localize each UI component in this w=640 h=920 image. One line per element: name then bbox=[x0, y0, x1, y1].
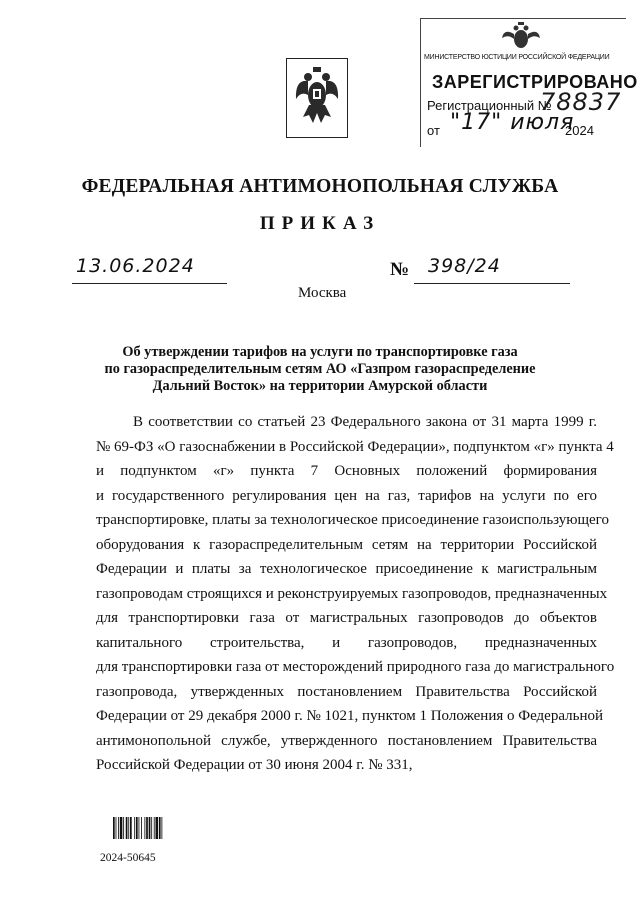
date-underline bbox=[72, 283, 227, 284]
document-code: 2024-50645 bbox=[100, 852, 156, 864]
body-line: для транспортировки газа от магистральных газопроводов до объектов bbox=[96, 610, 597, 626]
stamp-registered-label: ЗАРЕГИСТРИРОВАНО bbox=[432, 72, 638, 92]
order-title: ПРИКАЗ bbox=[259, 213, 381, 234]
body-line: Российской Федерации от 30 июня 2004 г. № 331, bbox=[96, 757, 413, 773]
body-line: оборудования к газораспределительным сетям на территории Российской bbox=[96, 536, 597, 553]
subject-line: Об утверждении тарифов на услуги по транспортировке газа bbox=[122, 344, 518, 360]
stamp-regnum-value: 78837 bbox=[540, 88, 622, 116]
body-line: Федерации от 29 декабря 2000 г. № 1021, пунктом 1 Положения о Федеральной bbox=[96, 708, 604, 724]
body-line: В соответствии со статьей 23 Федерального закона от 31 марта 1999 г. bbox=[133, 414, 597, 430]
body-line: капитального строительства, и газопроводов, предназначенных bbox=[96, 634, 597, 651]
coat-of-arms-eagle-icon bbox=[295, 65, 339, 129]
order-date: 13.06.2024 bbox=[76, 255, 195, 277]
stamp-year: 2024 bbox=[565, 123, 594, 138]
body-line: антимонопольной службе, утвержденного постановлением Правительства bbox=[96, 732, 597, 749]
body-line: газопроводам строящихся и реконструируемых газопроводов, предназначенных bbox=[96, 585, 608, 602]
stamp-ministry-text: МИНИСТЕРСТВО ЮСТИЦИИ РОССИЙСКОЙ ФЕДЕРАЦИИ bbox=[424, 54, 610, 61]
double-headed-eagle-icon bbox=[500, 22, 542, 52]
body-line: для транспортировки газа от месторождений природного газа до магистрального bbox=[96, 659, 615, 675]
body-line: и государственного регулирования цен на газ, тарифов на услуги по его bbox=[96, 487, 597, 504]
stamp-regnum-label: Регистрационный № bbox=[427, 98, 552, 113]
number-underline bbox=[414, 283, 570, 284]
number-sign: № bbox=[390, 259, 410, 280]
body-text bbox=[96, 412, 615, 780]
order-subject bbox=[100, 344, 540, 395]
body-line: транспортировке, платы за технологическое присоединение газоиспользующего bbox=[96, 512, 609, 528]
subject-line: Дальний Восток» на территории Амурской области bbox=[152, 378, 488, 394]
order-number: 398/24 bbox=[428, 255, 501, 277]
agency-title: ФЕДЕРАЛЬНАЯ АНТИМОНОПОЛЬНАЯ СЛУЖБА bbox=[81, 176, 559, 197]
city: Москва bbox=[298, 285, 347, 301]
barcode bbox=[113, 817, 181, 839]
stamp-date-prefix: от bbox=[427, 123, 440, 138]
body-line: № 69-ФЗ «О газоснабжении в Российской Федерации», подпунктом «г» пункта 4 bbox=[96, 438, 614, 455]
body-line: газопровода, утвержденных постановлением Правительства Российской bbox=[96, 683, 597, 700]
stamp-date-value: "17" июля bbox=[450, 110, 575, 135]
body-line: и подпунктом «г» пункта 7 Основных положений формирования bbox=[96, 463, 597, 479]
subject-line: по газораспределительным сетям АО «Газпром газораспределение bbox=[104, 361, 536, 377]
coat-of-arms bbox=[286, 58, 348, 138]
body-line: Федерации и платы за технологическое присоединение к магистральным bbox=[96, 561, 597, 577]
